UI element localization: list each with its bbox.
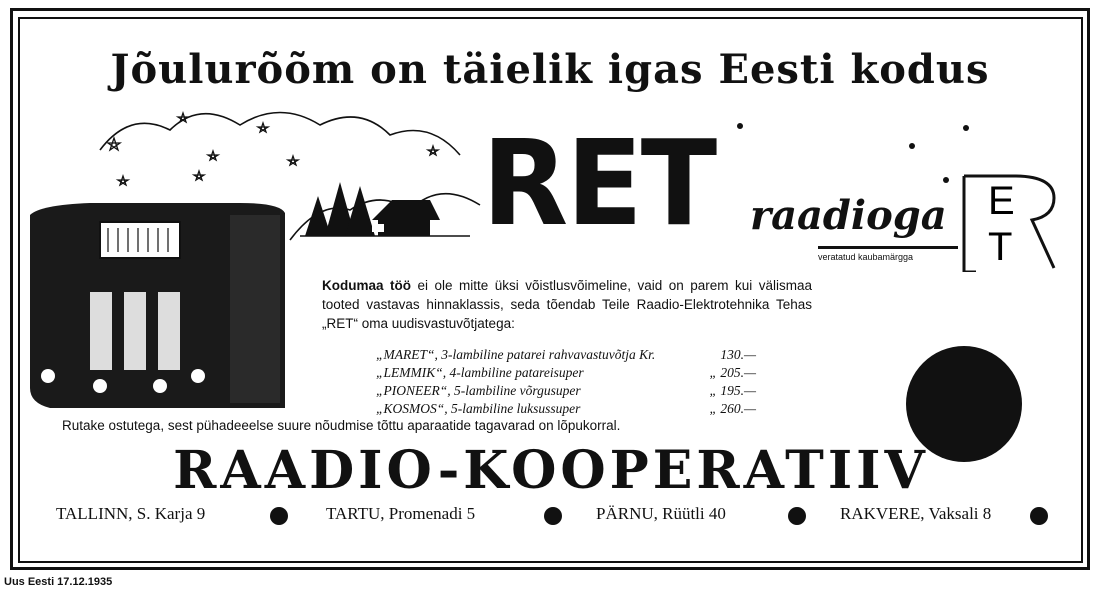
radio-knob-icon [191, 369, 205, 383]
intro-lead: Kodumaa töö [322, 278, 411, 293]
radio-knob-icon [153, 379, 167, 393]
sky-star-icons [737, 123, 969, 183]
intro-paragraph [322, 276, 812, 333]
star-icons [108, 113, 438, 185]
product-price: „ 195.— [709, 383, 756, 398]
product-name: „KOSMOS“, 5-lambiline luksussuper [376, 401, 581, 416]
pine-trees-icon [305, 182, 375, 236]
product-name: „LEMMIK“, 4-lambiline patareisuper [376, 365, 584, 380]
product-name: „PIONEER“, 5-lambiline võrgusuper [376, 383, 581, 398]
bullet-icon [544, 507, 562, 525]
logo-letter-e: E [988, 179, 1015, 223]
product-name: „MARET“, 3-lambiline patarei rahvavastuvõtja Kr. [376, 347, 656, 362]
radio-knob-icon [93, 379, 107, 393]
product-price: 130.— [720, 347, 756, 362]
list-item [376, 382, 776, 400]
radio-set-illustration [30, 203, 285, 408]
trademark-note: veratatud kaubamärgga [818, 252, 914, 262]
address-parnu: PÄRNU, Rüütli 40 [596, 504, 726, 523]
logo-letter-t: T [988, 225, 1013, 269]
window-icon [372, 224, 384, 232]
list-item [376, 400, 776, 418]
list-item [376, 364, 776, 382]
product-price: „ 205.— [709, 365, 756, 380]
source-caption: Uus Eesti 17.12.1935 [4, 576, 113, 588]
brand-title: RET [482, 115, 716, 253]
rush-notice: Rutake ostutega, sest pühadeeelse suure nõudmise tõttu aparaatide tagavarad on lõpukorral. [62, 418, 621, 433]
cooperative-title: RAADIO-KOOPERATIIV [173, 440, 929, 501]
address-tartu: TARTU, Promenadi 5 [326, 504, 476, 523]
product-list [376, 346, 776, 418]
radio-knob-icon [41, 369, 55, 383]
bullet-icon [788, 507, 806, 525]
ret-logo [960, 172, 1060, 272]
address-tallinn: TALLINN, S. Karja 9 [56, 504, 206, 523]
address-rakvere: RAKVERE, Vaksali 8 [840, 504, 992, 523]
intro-text: ei ole mitte üksi võistlusvõimeline, vaid on parem kui välismaa tooted vastavas hinnaklassis, seda tõendab Teile Raadio-Elektrotehnika Tehas „RET“ oma uudisvastuvõtjatega: [322, 278, 812, 331]
brand-suffix: raadioga [750, 192, 947, 239]
bullet-icon [270, 507, 288, 525]
product-price: „ 260.— [709, 401, 756, 416]
headline: Jõulurõõm on täielik igas Eesti kodus [110, 46, 990, 93]
underline [818, 246, 958, 249]
list-item [376, 346, 776, 364]
bullet-icon [1030, 507, 1048, 525]
